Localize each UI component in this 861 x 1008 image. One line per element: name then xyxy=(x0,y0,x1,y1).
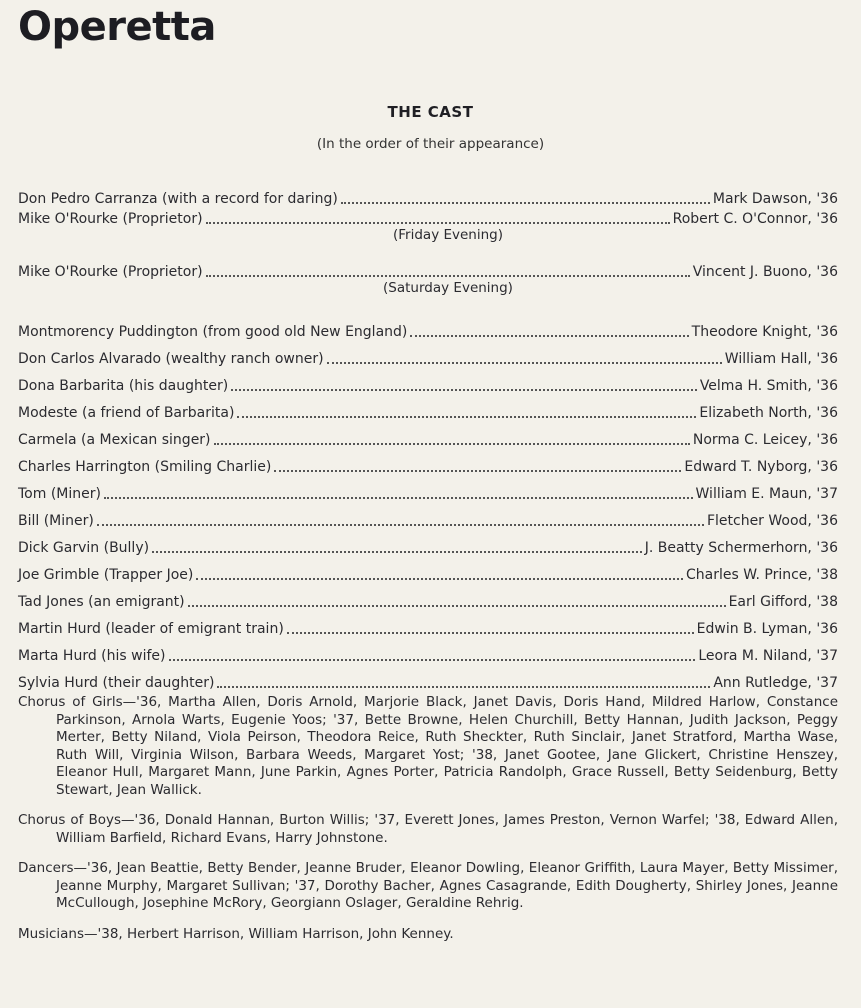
cast-row xyxy=(18,421,838,448)
cast-row xyxy=(18,556,838,583)
cast-actor: Edwin B. Lyman, '36 xyxy=(696,621,838,637)
cast-row xyxy=(18,180,838,207)
cast-actor: William Hall, '36 xyxy=(724,351,838,367)
cast-row xyxy=(18,475,838,502)
cast-role: Don Carlos Alvarado (wealthy ranch owner) xyxy=(18,351,324,367)
page-title: Operetta xyxy=(18,4,216,50)
dot-leader xyxy=(206,222,670,224)
cast-actor: Leora M. Niland, '37 xyxy=(698,648,838,664)
dot-leader xyxy=(217,686,710,688)
dot-leader xyxy=(206,275,690,277)
cast-actor: Theodore Knight, '36 xyxy=(691,324,838,340)
performance-note: (Friday Evening) xyxy=(393,227,503,243)
dot-leader xyxy=(97,524,704,526)
section-subtitle: (In the order of their appearance) xyxy=(316,136,545,152)
dot-leader xyxy=(341,202,710,204)
cast-role: Tom (Miner) xyxy=(18,486,101,502)
dot-leader xyxy=(237,416,696,418)
cast-actor: Elizabeth North, '36 xyxy=(699,405,838,421)
cast-row xyxy=(18,367,838,394)
cast-role: Tad Jones (an emigrant) xyxy=(18,594,185,610)
ensemble-paragraph: Chorus of Boys—'36, Donald Hannan, Burton Willis; '37, Everett Jones, James Preston, Vernon Warfel; '38, Edward Allen, William Barfield, Richard Evans, Harry Johnstone. xyxy=(18,812,838,846)
cast-role: Dick Garvin (Bully) xyxy=(18,540,150,556)
cast-row xyxy=(18,313,838,340)
cast-row xyxy=(18,637,838,664)
cast-actor: Earl Gifford, '38 xyxy=(728,594,838,610)
cast-row xyxy=(18,207,838,227)
dot-leader xyxy=(274,470,681,472)
cast-actor: Fletcher Wood, '36 xyxy=(706,513,838,529)
cast-row xyxy=(18,260,838,280)
cast-role: Bill (Miner) xyxy=(18,513,94,529)
cast-actor: William E. Maun, '37 xyxy=(695,486,838,502)
cast-role: Montmorency Puddington (from good old New England) xyxy=(18,324,408,340)
cast-role: Charles Harrington (Smiling Charlie) xyxy=(18,459,272,475)
cast-actor: Velma H. Smith, '36 xyxy=(699,378,838,394)
cast-row xyxy=(18,583,838,610)
cast-role: Carmela (a Mexican singer) xyxy=(18,432,211,448)
dot-leader xyxy=(196,578,683,580)
cast-actor: Vincent J. Buono, '36 xyxy=(692,264,838,280)
cast-row xyxy=(18,502,838,529)
cast-row xyxy=(18,394,838,421)
cast-role: Mike O'Rourke (Proprietor) xyxy=(18,264,203,280)
dot-leader xyxy=(327,362,722,364)
cast-actor: J. Beatty Schermerhorn, '36 xyxy=(644,540,838,556)
cast-actor: Norma C. Leicey, '36 xyxy=(692,432,838,448)
dot-leader xyxy=(231,389,697,391)
cast-row xyxy=(18,340,838,367)
cast-list xyxy=(18,180,838,691)
cast-role: Sylvia Hurd (their daughter) xyxy=(18,675,215,691)
section-title: THE CAST xyxy=(387,103,474,121)
cast-actor: Ann Rutledge, '37 xyxy=(713,675,838,691)
cast-role: Modeste (a friend of Barbarita) xyxy=(18,405,235,421)
dot-leader xyxy=(214,443,690,445)
cast-row xyxy=(18,529,838,556)
cast-row xyxy=(18,610,838,637)
cast-role: Marta Hurd (his wife) xyxy=(18,648,166,664)
dot-leader xyxy=(169,659,696,661)
cast-role: Don Pedro Carranza (with a record for daring) xyxy=(18,191,338,207)
cast-role: Joe Grimble (Trapper Joe) xyxy=(18,567,194,583)
cast-role: Mike O'Rourke (Proprietor) xyxy=(18,211,203,227)
ensemble-paragraph: Musicians—'38, Herbert Harrison, William Harrison, John Kenney. xyxy=(18,925,454,942)
cast-actor: Charles W. Prince, '38 xyxy=(686,567,838,583)
cast-row xyxy=(18,664,838,691)
dot-leader xyxy=(188,605,726,607)
ensemble-list xyxy=(18,694,838,956)
cast-actor: Edward T. Nyborg, '36 xyxy=(684,459,838,475)
performance-note: (Saturday Evening) xyxy=(383,280,513,296)
cast-row xyxy=(18,448,838,475)
cast-role: Dona Barbarita (his daughter) xyxy=(18,378,229,394)
cast-actor: Robert C. O'Connor, '36 xyxy=(672,211,838,227)
dot-leader xyxy=(104,497,693,499)
ensemble-paragraph: Chorus of Girls—'36, Martha Allen, Doris Arnold, Marjorie Black, Janet Davis, Doris Hand, Mildred Harlow, Constance Parkinson, Arnola Warts, Eugenie Yoos; '37, Bette Browne, Helen Churchill, Betty Hannan, Judith Jackson, Peggy Merter, Betty Niland, Viola Peirson, Theodora Reice, Ruth Sheckter, Ruth Sinclair, Janet Stratford, Martha Wase, Ruth Will, Virginia Wilson, Barbara Weeds, Margaret Yost; '38, Janet Gootee, Jane Glickert, Christine Henszey, Eleanor Hull, Margaret Mann, June Parkin, Agnes Porter, Patricia Randolph, Grace Russell, Betty Seidenburg, Betty Stewart, Jean Wallick. xyxy=(18,694,838,798)
dot-leader xyxy=(410,335,688,337)
cast-actor: Mark Dawson, '36 xyxy=(712,191,838,207)
ensemble-paragraph: Dancers—'36, Jean Beattie, Betty Bender, Jeanne Bruder, Eleanor Dowling, Eleanor Griffith, Laura Mayer, Betty Missimer, Jeanne Murphy, Margaret Sullivan; '37, Dorothy Bacher, Agnes Casagrande, Edith Dougherty, Shirley Jones, Jeanne McCullough, Josephine McRory, Georgiann Oslager, Geraldine Rehrig. xyxy=(18,860,838,911)
cast-role: Martin Hurd (leader of emigrant train) xyxy=(18,621,284,637)
dot-leader xyxy=(152,551,642,553)
dot-leader xyxy=(287,632,694,634)
